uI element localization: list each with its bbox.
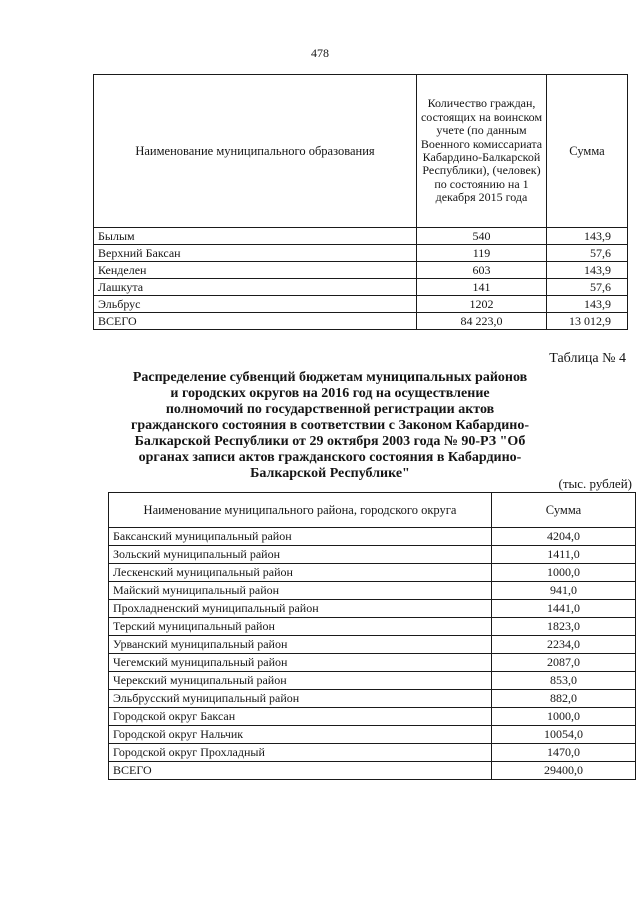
row-name: Верхний Баксан (94, 245, 417, 262)
table-row (94, 228, 628, 245)
table-header-row (109, 493, 636, 528)
row-name: Эльбрусский муниципальный район (109, 690, 492, 708)
row-name: Зольский муниципальный район (109, 546, 492, 564)
row-name: Городской округ Прохладный (109, 744, 492, 762)
row-count: 141 (417, 279, 547, 296)
table-row (109, 690, 636, 708)
row-count: 603 (417, 262, 547, 279)
table-row (109, 564, 636, 582)
subvention-distribution-table (108, 492, 636, 780)
row-sum: 1470,0 (492, 744, 636, 762)
table-number-label: Таблица № 4 (549, 351, 626, 366)
row-name: Баксанский муниципальный район (109, 528, 492, 546)
column-header-citizen-count: Количество граждан, состоящих на воинском учете (по данным Военного комиссариата Кабардино-Балкарской Республики), (человек) по состоянию на 1 декабря 2015 года (417, 75, 547, 228)
total-label: ВСЕГО (109, 762, 492, 780)
table-row (109, 672, 636, 690)
row-sum: 2234,0 (492, 636, 636, 654)
table-row (109, 600, 636, 618)
row-sum: 57,6 (547, 245, 628, 262)
table-total-row (94, 313, 628, 330)
total-sum: 29400,0 (492, 762, 636, 780)
total-count: 84 223,0 (417, 313, 547, 330)
table-total-row (109, 762, 636, 780)
table-title: Распределение субвенций бюджетам муниципальных районов и городских округов на 2016 год на осуществление полномочий по государственной регистрации актов гражданского состояния в соответствии с Законом Кабардино-Балкарской Республики от 29 октября 2003 года № 90-РЗ "Об органах записи актов гражданского состояния в Кабардино-Балкарской Республике" (130, 370, 530, 481)
row-sum: 1441,0 (492, 600, 636, 618)
row-name: Черекский муниципальный район (109, 672, 492, 690)
table-row (109, 726, 636, 744)
row-name: Кенделен (94, 262, 417, 279)
row-name: Прохладненский муниципальный район (109, 600, 492, 618)
column-header-district: Наименование муниципального района, городского округа (109, 493, 492, 528)
row-name: Чегемский муниципальный район (109, 654, 492, 672)
table-row (109, 654, 636, 672)
table-row (109, 636, 636, 654)
table-header-row (94, 75, 628, 228)
units-label: (тыс. рублей) (558, 476, 632, 491)
column-header-sum: Сумма (547, 75, 628, 228)
row-sum: 143,9 (547, 228, 628, 245)
row-sum: 853,0 (492, 672, 636, 690)
row-name: Лескенский муниципальный район (109, 564, 492, 582)
table-row (94, 245, 628, 262)
row-name: Майский муниципальный район (109, 582, 492, 600)
row-name: Былым (94, 228, 417, 245)
row-sum: 10054,0 (492, 726, 636, 744)
table-row (109, 582, 636, 600)
row-sum: 57,6 (547, 279, 628, 296)
row-sum: 143,9 (547, 262, 628, 279)
row-count: 540 (417, 228, 547, 245)
table-row (94, 279, 628, 296)
page-number: 478 (311, 46, 329, 60)
row-sum: 1000,0 (492, 708, 636, 726)
row-name: Городской округ Нальчик (109, 726, 492, 744)
column-header-sum: Сумма (492, 493, 636, 528)
row-name: Лашкута (94, 279, 417, 296)
table-row (94, 296, 628, 313)
column-header-municipality: Наименование муниципального образования (94, 75, 417, 228)
table-row (94, 262, 628, 279)
row-count: 119 (417, 245, 547, 262)
row-name: Терский муниципальный район (109, 618, 492, 636)
row-sum: 1823,0 (492, 618, 636, 636)
row-sum: 1411,0 (492, 546, 636, 564)
row-sum: 4204,0 (492, 528, 636, 546)
total-label: ВСЕГО (94, 313, 417, 330)
row-sum: 882,0 (492, 690, 636, 708)
total-sum: 13 012,9 (547, 313, 628, 330)
table-row (109, 708, 636, 726)
table-row (109, 528, 636, 546)
row-sum: 941,0 (492, 582, 636, 600)
row-name: Городской округ Баксан (109, 708, 492, 726)
row-sum: 2087,0 (492, 654, 636, 672)
table-row (109, 618, 636, 636)
row-name: Урванский муниципальный район (109, 636, 492, 654)
row-name: Эльбрус (94, 296, 417, 313)
table-row (109, 744, 636, 762)
row-count: 1202 (417, 296, 547, 313)
table-row (109, 546, 636, 564)
row-sum: 143,9 (547, 296, 628, 313)
military-registration-table (93, 74, 628, 330)
row-sum: 1000,0 (492, 564, 636, 582)
